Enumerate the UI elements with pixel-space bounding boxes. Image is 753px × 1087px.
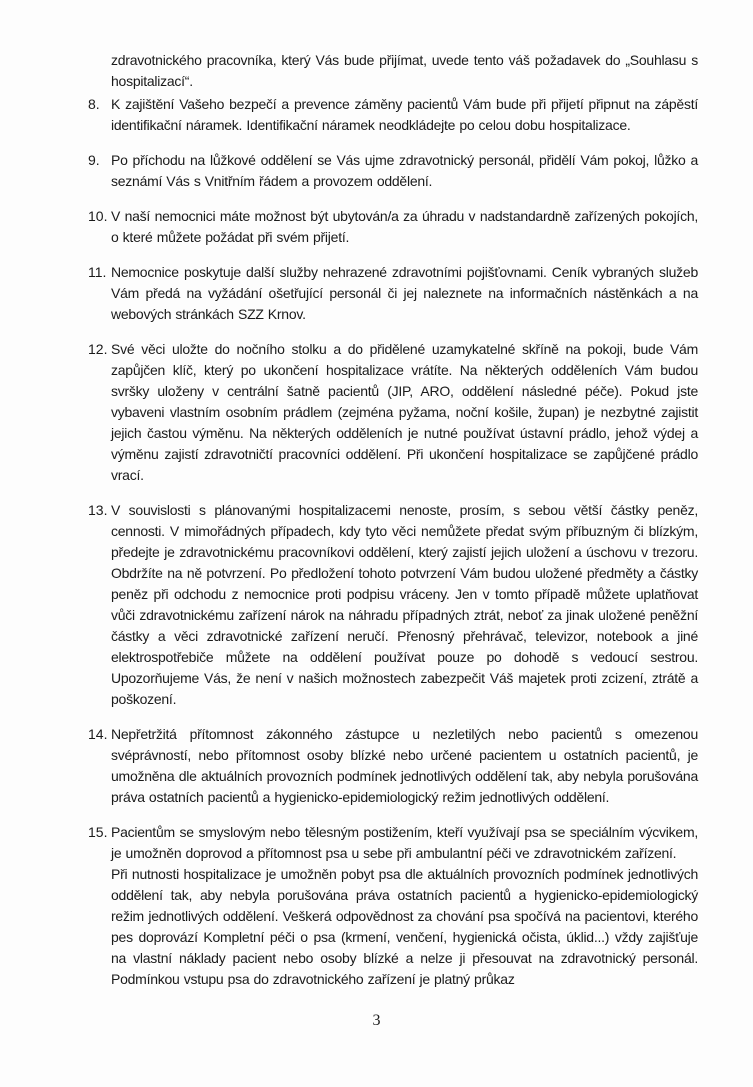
item-text: Pacientům se smyslovým nebo tělesným postižením, kteří využívají psa se speciálním výcvikem, je umožněn doprovod a přítomnost psa u sebe při ambulantní péči ve zdravotnickém zařízení. — [111, 824, 698, 861]
item-number: 13. — [88, 502, 108, 518]
item-text: Nemocnice poskytuje další služby nehrazené zdravotními pojišťovnami. Ceník vybraných služeb Vám předá na vyžádání ošetřující personál či jej naleznete na informačních nástěnkách a na webových stránkách SZZ Krnov. — [111, 264, 698, 322]
item-text: V souvislosti s plánovanými hospitalizacemi nenoste, prosím, s sebou větší částky peněz, cennosti. V mimořádných případech, kdy tyto věci nemůžete předat svým příbuzným či blízkým, předejte je zdravotnickému pracovníkovi oddělení, který zajistí jejich uložení a úschovu v trezoru. Obdržíte na ně potvrzení. Po předložení tohoto potvrzení Vám budou uložené předměty a částky peněz při odchodu z nemocnice proti podpisu vráceny. Jen v tomto případě můžete uplatňovat vůči zdravotnickému zařízení nárok na náhradu případných ztrát, neboť za jinak uložené peněžní částky a věci zdravotnické zařízení neručí. Přenosný přehrávač, televizor, notebook a jiné elektrospotřebiče můžete na oddělení používat pouze po dohodě s vedoucí sestrou. Upozorňujeme Vás, že není v našich možnostech zabezpečit Váš majetek proti zcizení, ztrátě a poškození. — [111, 502, 698, 707]
item-number: 12. — [88, 341, 108, 357]
item-number: 9. — [88, 152, 100, 168]
list-item-9 — [88, 150, 698, 192]
page-number: 3 — [372, 1012, 381, 1029]
item-text: Své věci uložte do nočního stolku a do přidělené uzamykatelné skříně na pokoji, bude Vám zapůjčen klíč, který po ukončení hospitalizace vrátíte. Na některých odděleních Vám budou svršky uloženy v centrální šatně pacientů (JIP, ARO, oddělení následné péče). Pokud jste vybaveni vlastním osobním prádlem (zejména pyžama, noční košile, župan) je nezbytné zajistit jejich častou výměnu. Na některých odděleních je nutné používat ústavní prádlo, jehož výdej a výměnu zajistí zdravotničtí pracovníci oddělení. Při ukončení hospitalizace se zapůjčené prádlo vrací. — [111, 341, 698, 483]
list-item-14 — [88, 724, 698, 808]
item-text: Nepřetržitá přítomnost zákonného zástupce u nezletilých nebo pacientů s omezenou svéprávností, nebo přítomnost osoby blízké nebo určené pacientem u ostatních pacientů, je umožněna dle aktuálních provozních podmínek jednotlivých oddělení tak, aby nebyla porušována práva ostatních pacientů a hygienicko-epidemiologický režim jednotlivých oddělení. — [111, 726, 698, 805]
list-item-12 — [88, 339, 698, 486]
item-text-continued: Při nutnosti hospitalizace je umožněn pobyt psa dle aktuálních provozních podmínek jednotlivých oddělení tak, aby nebyla porušována práva ostatních pacientů a hygienicko-epidemiologický režim jednotlivých oddělení. Veškerá odpovědnost za chování psa spočívá na pacientovi, kterého pes doprovází Kompletní péči o psa (krmení, venčení, hygienická očista, úklid...) vždy zajišťuje na vlastní náklady pacient nebo osoby blízké a nelze ji přesouvat na zdravotnický personál. Podmínkou vstupu psa do zdravotnického zařízení je platný průkaz — [111, 866, 698, 987]
item-number: 8. — [88, 96, 100, 112]
item-number: 14. — [88, 726, 108, 742]
continuation-paragraph — [88, 50, 698, 92]
item-number: 10. — [88, 208, 108, 224]
list-item-8 — [88, 94, 698, 136]
list-item-11 — [88, 262, 698, 325]
item-number: 11. — [88, 264, 107, 280]
list-item-15 — [88, 822, 698, 990]
continuation-text: zdravotnického pracovníka, který Vás bude přijímat, uvede tento váš požadavek do „Souhlasu s hospitalizací“. — [111, 52, 698, 89]
list-item-10 — [88, 206, 698, 248]
item-text: Po příchodu na lůžkové oddělení se Vás ujme zdravotnický personál, přidělí Vám pokoj, lůžko a seznámí Vás s Vnitřním řádem a provozem oddělení. — [111, 152, 698, 189]
item-text: K zajištění Vašeho bezpečí a prevence záměny pacientů Vám bude při přijetí připnut na zápěstí identifikační náramek. Identifikační náramek neodkládejte po celou dobu hospitalizace. — [111, 96, 698, 133]
item-text: V naší nemocnici máte možnost být ubytován/a za úhradu v nadstandardně zařízených pokojích, o které můžete požádat při svém přijetí. — [111, 208, 698, 245]
item-number: 15. — [88, 824, 108, 840]
list-item-13 — [88, 500, 698, 710]
document-body — [88, 50, 698, 990]
